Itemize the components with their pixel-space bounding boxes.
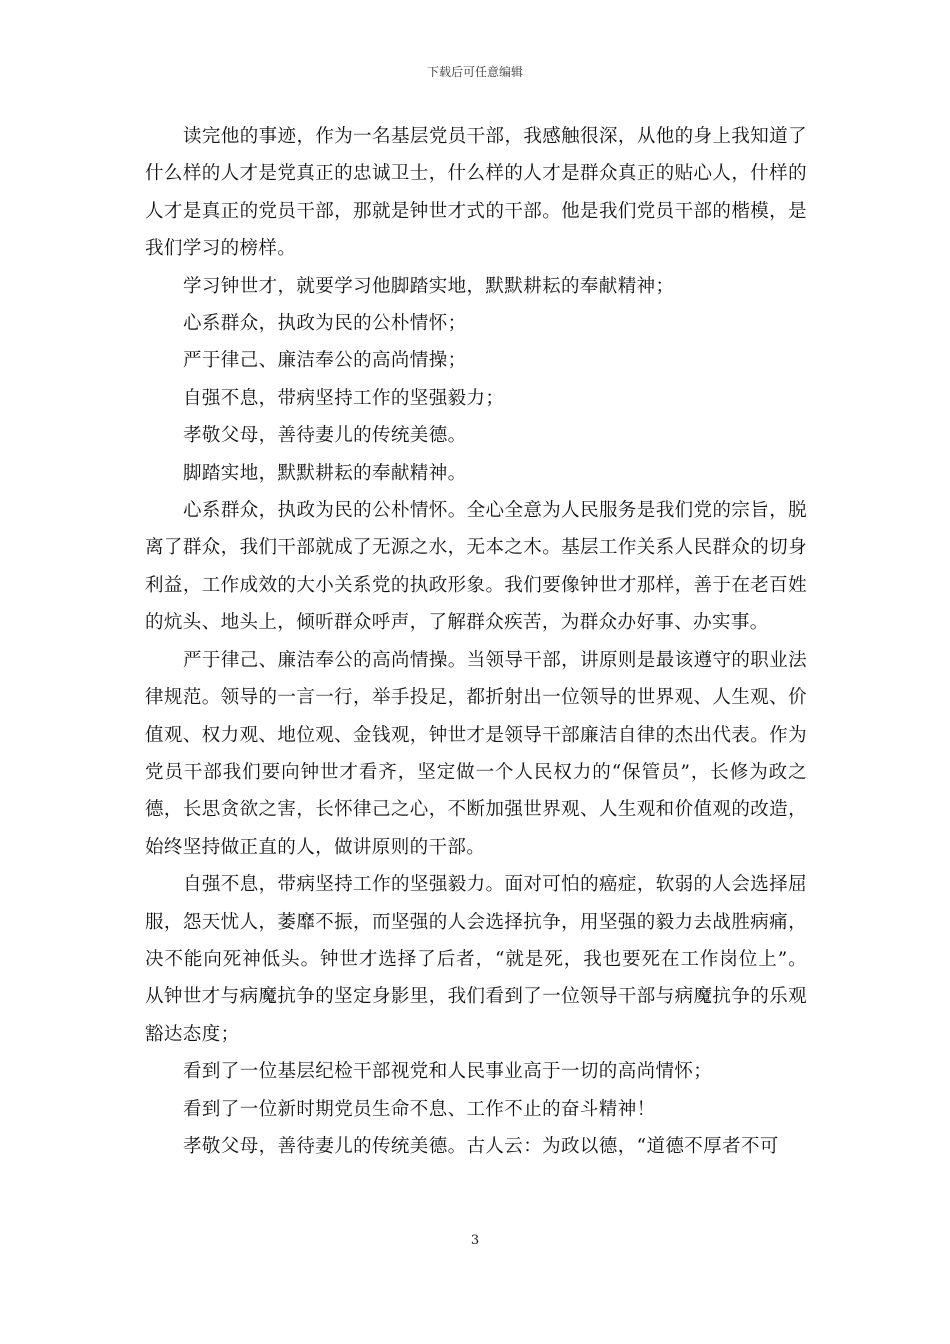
paragraph: 自强不息，带病坚持工作的坚强毅力。面对可怕的癌症，软弱的人会选择屈服，怨天忧人，萎靡不振，而坚强的人会选择抗争，用坚强的毅力去战胜病痛，决不能向死神低头。钟世才选择了后者，“就是死，我也要死在工作岗位上”。从钟世才与病魔抗争的坚定身影里，我们看到了一位领导干部与病魔抗争的乐观豁达态度； — [145, 874, 807, 1045]
paragraph: 看到了一位新时期党员生命不息、工作不止的奋斗精神！ — [183, 1098, 656, 1120]
paragraph: 自强不息，带病坚持工作的坚强毅力； — [183, 387, 505, 409]
document-body — [145, 118, 807, 1165]
paragraph: 孝敬父母，善待妻儿的传统美德。古人云：为政以德，“道德不厚者不可 — [183, 1135, 779, 1157]
paragraph: 心系群众，执政为民的公朴情怀。全心全意为人民服务是我们党的宗旨，脱离了群众，我们干部就成了无源之水，无本之木。基层工作关系人民群众的切身利益，工作成效的大小关系党的执政形象。我们要像钟世才那样，善于在老百姓的炕头、地头上，倾听群众呼声，了解群众疾苦，为群众办好事、办实事。 — [145, 500, 807, 634]
paragraph: 脚踏实地，默默耕耘的奉献精神。 — [183, 462, 467, 484]
page-number: 3 — [470, 1233, 480, 1248]
paragraph: 严于律己、廉洁奉公的高尚情操。当领导干部，讲原则是最该遵守的职业法律规范。领导的一言一行，举手投足，都折射出一位领导的世界观、人生观、价值观、权力观、地位观、金钱观，钟世才是领导干部廉洁自律的杰出代表。作为党员干部我们要向钟世才看齐，坚定做一个人民权力的“保管员”，长修为政之德，长思贪欲之害，长怀律己之心，不断加强世界观、人生观和价值观的改造，始终坚持做正直的人，做讲原则的干部。 — [145, 649, 807, 858]
page-header: 下载后可任意编辑 — [426, 65, 523, 79]
paragraph: 严于律己、廉洁奉公的高尚情操； — [183, 350, 467, 372]
paragraph: 读完他的事迹，作为一名基层党员干部，我感触很深，从他的身上我知道了什么样的人才是党真正的忠诚卫士，什么样的人才是群众真正的贴心人，什样的人才是真正的党员干部，那就是钟世才式的干部。他是我们党员干部的楷模，是我们学习的榜样。 — [145, 126, 807, 260]
paragraph: 看到了一位基层纪检干部视党和人民事业高于一切的高尚情怀； — [183, 1061, 713, 1083]
paragraph: 学习钟世才，就要学习他脚踏实地，默默耕耘的奉献精神； — [183, 275, 675, 297]
paragraph: 心系群众，执政为民的公朴情怀； — [183, 313, 467, 335]
paragraph: 孝敬父母，善待妻儿的传统美德。 — [183, 425, 467, 447]
